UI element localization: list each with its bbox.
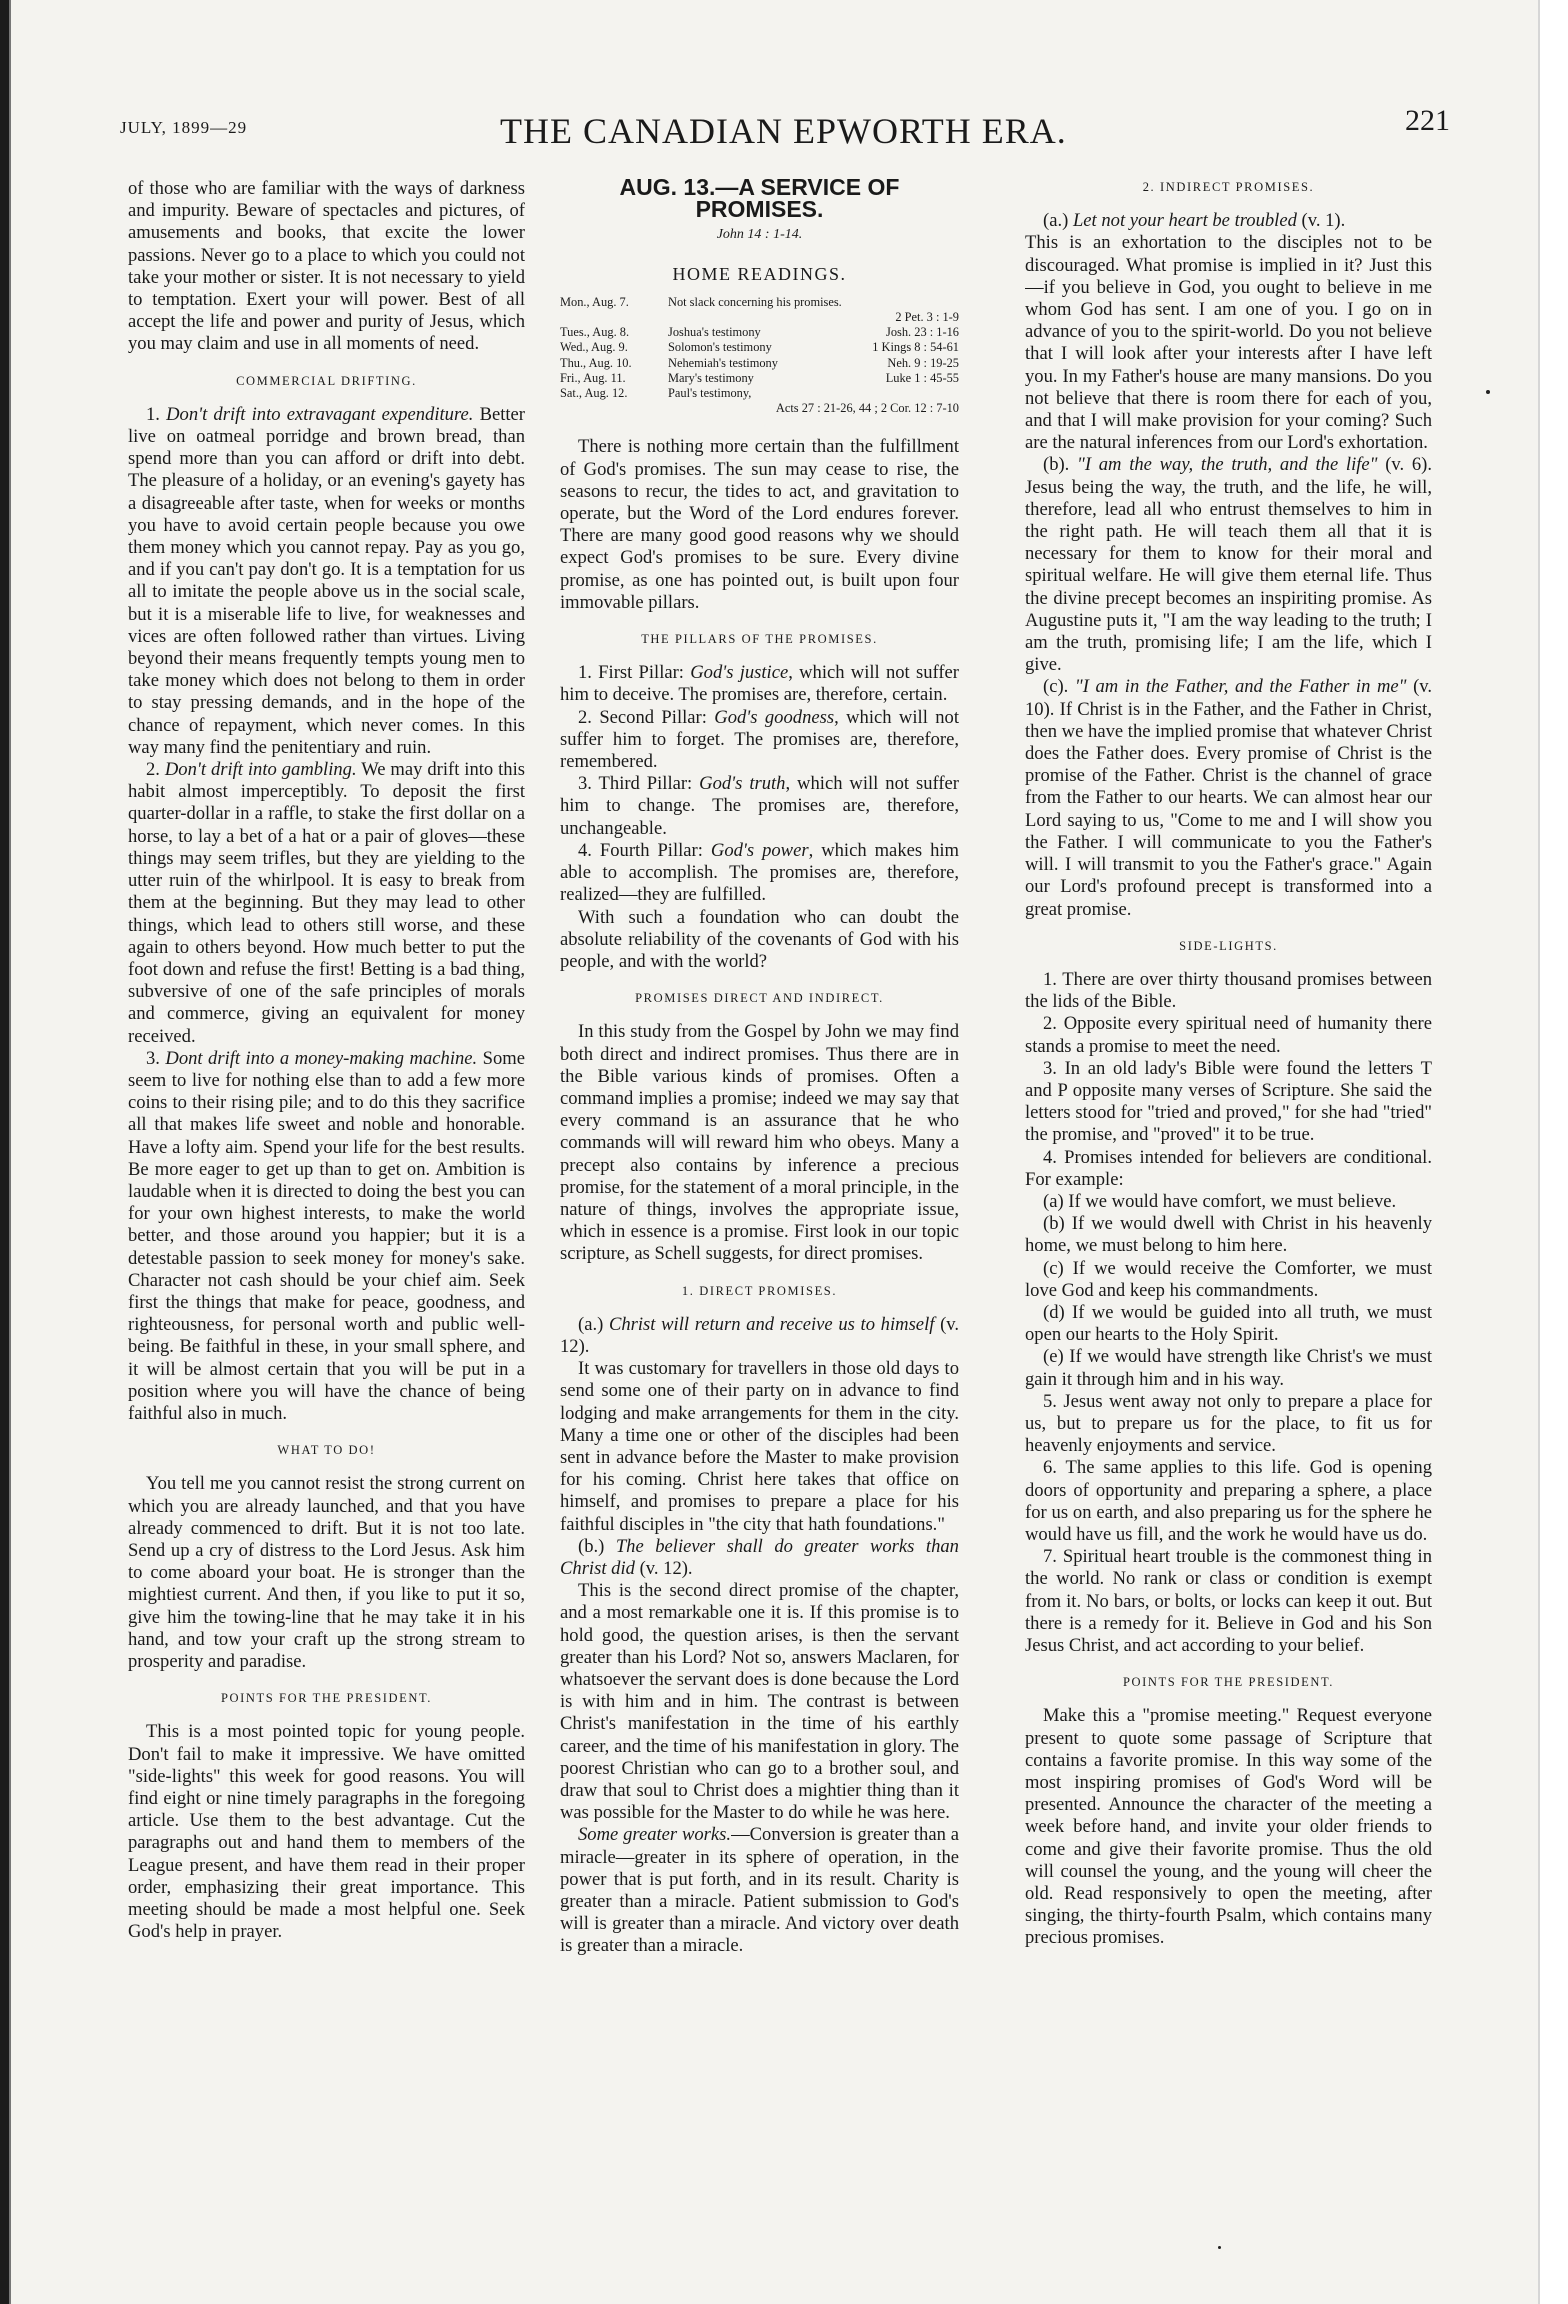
paragraph: It was customary for travellers in those old days to send some one of their party on in advance to find lodging and make arrangements for them in the city. Many a time one or other of the disciples had been sent in advance before the Master to make provision for his coming. Christ here takes that office on himself, and promises to prepare a place for his faithful disciples in "the city that hath foundations." [560, 1358, 959, 1535]
scan-speck [1218, 2246, 1221, 2249]
paragraph: There is nothing more certain than the fulfillment of God's promises. The sun may cease to rise, the seasons to recur, the tides to act, and gravitation to operate, but the Word of the Lord endures forever. There are many good good reasons why we should expect God's promises to be sure. Every divine promise, as one has pointed out, is built upon four immovable pillars. [560, 436, 959, 613]
paragraph: In this study from the Gospel by John we may find both direct and indirect promises. Thus there are in the Bible various kinds of promises. Often a command implies a promise; indeed we may say that every command is an assurance that he who commands will will reward him who obeys. Many a precept also contains by inference a precious promise, for the statement of a moral principle, in the nature of things, involves the appropriate issue, which in essence is a promise. First look in our topic scripture, as Schell suggests, for direct promises. [560, 1021, 959, 1265]
emphasis: Christ will return and receive us to himself [608, 1313, 935, 1335]
paragraph: (a.) Let not your heart be troubled (v. 1). [1043, 210, 1346, 232]
list-item: Mon., Aug. 7. Not slack concerning his promises. 2 Pet. 3 : 1-9 [560, 294, 959, 325]
section-heading: POINTS FOR THE PRESIDENT. [220, 1691, 433, 1706]
paragraph: This is a most pointed topic for young people. Don't fail to make it impressive. We have omitted "side-lights" this week for good reasons. You will find eight or nine timely paragraphs in the foregoing article. Use them to the best advantage. Cut the paragraphs out and hand them to members of the League present, and have them read in their proper order, emphasizing their great importance. This meeting should be made a most helpful one. Seek God's help in prayer. [128, 1721, 525, 1943]
paragraph: 4. Fourth Pillar: God's power, which makes him able to accomplish. The promises are, therefore, realized—they are fulfilled. [560, 839, 959, 906]
article-title: AUG. 13.—A SERVICE OF PROMISES. [619, 178, 900, 223]
binding-edge [0, 0, 14, 2304]
paragraph: 1. There are over thirty thousand promises between the lids of the Bible. [1025, 968, 1432, 1013]
paragraph: 2. Don't drift into gambling. We may drift into this habit almost imperceptibly. To deposit the first quarter-dollar in a raffle, to stake the first dollar on a horse, to lay a bet of a hat or a pair of gloves—these things may seem trifles, but they are yielding to the utter ruin of the whirlpool. It is easy to break from them at the beginning. But they may lead to other things, which lead to others still worse, and these again to others beyond. How much better to put the foot down and refuse the first! Betting is a bad thing, subversive of one of the safe principles of morals and commerce, giving an equivalent for money received. [128, 759, 525, 1047]
list-item: Fri., Aug. 11. Mary's testimony Luke 1 : 45-55 [560, 370, 959, 385]
column-left [128, 178, 525, 1943]
running-header [120, 104, 1450, 151]
paragraph: 2. Second Pillar: God's goodness, which will not suffer him to forget. The promises are, therefore, remembered. [560, 706, 959, 773]
paragraph: 2. Opposite every spiritual need of humanity there stands a promise to meet the need. [1025, 1013, 1432, 1057]
section-heading: SIDE-LIGHTS. [1179, 938, 1278, 953]
paragraph: This is an exhortation to the disciples not to be discouraged. What promise is implied in it? Just this—if you believe in God, you ought to believe in me whom God has sent. I am one of you. I go on in advance of you to the spirit-world. Do you not believe that I will look after your interests after I have left you. In my Father's house are many mansions. Do you not believe that there is room there for each of you, and that I will make provision for your coming? Such are the natural inferences from our Lord's exhortation. [1025, 232, 1432, 454]
paragraph: 1. First Pillar: God's justice, which will not suffer him to deceive. The promises are, therefore, certain. [560, 662, 959, 706]
emphasis: Let not your heart be troubled [1072, 210, 1297, 232]
readings-heading: HOME READINGS. [672, 263, 847, 284]
paragraph: (c) If we would receive the Comforter, we must love God and keep his commandments. [1025, 1257, 1432, 1301]
paragraph: (e) If we would have strength like Christ's we must gain it through him and in his way. [1025, 1346, 1432, 1390]
paragraph: Some greater works.—Conversion is greater than a miracle—greater in its sphere of operation, in the power that is put forth, and in its result. Charity is greater than a miracle. Patient submission to God's will is greater than a miracle. And victory over death is greater than a miracle. [560, 1824, 959, 1957]
emphasis: Don't drift into extravagant expenditure. [166, 403, 474, 425]
paragraph: 6. The same applies to this life. God is opening doors of opportunity and preparing a sphere, a place for us on earth, and also preparing us for the sphere he would have us fill, and the work he would have us do. [1025, 1457, 1432, 1545]
paragraph: (b). "I am the way, the truth, and the life" (v. 6). Jesus being the way, the truth, and the life, he will, therefore, lead all who entrust themselves to him in the right path. He will teach them all that it is necessary for them to know for their moral and spiritual welfare. He will give them eternal life. Thus the divine precept becomes an inspiriting promise. As Augustine puts it, "I am the way leading to the truth; I am the truth, promising life; I am the life, which I give. [1025, 454, 1432, 676]
paragraph: 3. In an old lady's Bible were found the letters T and P opposite many verses of Scripture. She said the letters stood for "tried and proved," for she had "tried" the promise, and "proved" it to be true. [1025, 1057, 1432, 1146]
emphasis: "I am the way, the truth, and the life" [1077, 454, 1378, 476]
section-heading: 2. INDIRECT PROMISES. [1142, 180, 1315, 194]
scan-margin [1538, 0, 1568, 2304]
section-heading: THE PILLARS OF THE PROMISES. [641, 632, 878, 647]
scripture-reference: John 14 : 1-14. [716, 227, 803, 243]
page-number: 221 [1405, 104, 1450, 137]
paragraph: 1. Don't drift into extravagant expenditure. Better live on oatmeal porridge and brown bread, than spend more than you can afford or drift into debt. The pleasure of a holiday, or an evening's gayety has a disagreeable after taste, when for weeks or months you have to avoid certain people because you owe them money which you cannot repay. Pay as you go, and if you can't pay don't go. It is a temptation for us all to imitate the people above us in the social scale, but it is a miserable life to live, for weaknesses and vices are often followed rather than virtues. Living beyond their means frequently tempts young men to take money which does not belong to them in order to stay pressing demands, and in the hope of the chance of repayment, which never comes. In this way many find the penitentiary and ruin. [128, 403, 525, 758]
home-readings-list [560, 295, 959, 417]
emphasis: Dont drift into a money-making machine. [165, 1047, 478, 1069]
list-item: Thu., Aug. 10. Nehemiah's testimony Neh. 9 : 19-25 [560, 355, 959, 370]
paragraph: 3. Dont drift into a money-making machine. Some seem to live for nothing else than to add a few more coins to their rising pile; and to do this they sacrifice all that makes life sweet and noble and honorable. Have a lofty aim. Spend your life for the best results. Be more eager to get up than to get on. Ambition is laudable when it is directed to doing the best you can for your own highest interests, to make the world better, and those around you happier; but it is a detestable passion to seek money for money's sake. Character not cash should be your chief aim. Seek first the things that make for peace, goodness, and righteousness, for personal worth and public well-being. Be faithful in these, in your small sphere, and it will be almost certain that you will be put in a position where you will have the chance of being faithful also in much. [128, 1047, 525, 1424]
section-heading: 1. DIRECT PROMISES. [681, 1283, 838, 1298]
emphasis: God's goodness [714, 706, 835, 728]
paragraph: 3. Third Pillar: God's truth, which will not suffer him to change. The promises are, therefore, unchangeable. [560, 773, 959, 839]
column-middle [560, 178, 959, 1958]
emphasis: Some greater works. [578, 1824, 732, 1846]
section-heading: WHAT TO DO! [277, 1443, 376, 1458]
emphasis: God's truth [699, 773, 786, 795]
paragraph: (b.) The believer shall do greater works than Christ did (v. 12). [560, 1535, 959, 1579]
column-right [1025, 178, 1432, 1950]
section-heading: POINTS FOR THE PRESIDENT. [1122, 1675, 1335, 1690]
paragraph: 5. Jesus went away not only to prepare a place for us, but to prepare us for the place, to fit us for heavenly enjoyments and service. [1025, 1390, 1432, 1457]
emphasis: "I am in the Father, and the Father in me" [1074, 676, 1407, 698]
paragraph: (b) If we would dwell with Christ in his heavenly home, we must belong to him here. [1025, 1213, 1432, 1257]
publication-title: THE CANADIAN EPWORTH ERA. [500, 111, 1067, 151]
paragraph: With such a foundation who can doubt the absolute reliability of the covenants of God with his people, and with the world? [560, 906, 959, 972]
list-item: Sat., Aug. 12. Paul's testimony, Acts 27 : 21-26, 44 ; 2 Cor. 12 : 7-10 [560, 386, 959, 416]
list-item: Tues., Aug. 8. Joshua's testimony Josh. 23 : 1-16 [560, 325, 959, 340]
paragraph: 4. Promises intended for believers are conditional. For example: [1025, 1146, 1432, 1190]
section-heading: COMMERCIAL DRIFTING. [236, 373, 417, 388]
paragraph: 7. Spiritual heart trouble is the commonest thing in the world. No rank or class or condition is exempt from it. No bars, or bolts, or locks can keep it out. But there is a remedy for it. Believe in God and his Son Jesus Christ, and act according to your belief. [1025, 1546, 1432, 1656]
issue-date: JULY, 1899—29 [120, 118, 248, 137]
paragraph: of those who are familiar with the ways of darkness and impurity. Beware of spectacles and pictures, of amusements and books, that excite the lower passions. Never go to a place to which you could not take your mother or sister. It is not necessary to yield to temptation. Exert your will power. Best of all accept the life and power and purity of Jesus, which you may claim and use in all moments of need. [128, 178, 525, 355]
section-heading: PROMISES DIRECT AND INDIRECT. [635, 991, 884, 1006]
paragraph: (a.) Christ will return and receive us to himself (v. 12). [560, 1313, 959, 1357]
list-item: Wed., Aug. 9. Solomon's testimony 1 Kings 8 : 54-61 [560, 340, 959, 355]
paragraph: This is the second direct promise of the chapter, and a most remarkable one it is. If this promise is to hold good, the question arises, is then the servant greater than his Lord? Not so, answers Maclaren, for whatsoever the servant does is done because the Lord is with him and in him. The contrast is between Christ's manifestation in the time of his earthly career, and the time of his manifestation in glory. The poorest Christian who can go to a brother soul, and draw that soul to Christ does a mightier thing than it was possible for the Master to do while he was here. [560, 1580, 959, 1824]
paragraph: Make this a "promise meeting." Request everyone present to quote some passage of Scripture that contains a favorite promise. In this way some of the most inspiring promises of God's Word will be presented. Announce the character of the meeting a week before hand, and invite your older friends to come and give their favorite promise. Thus the old will counsel the young, and the young will cheer the old. Read responsively to open the meeting, after singing, the thirty-fourth Psalm, which contains many precious promises. [1025, 1705, 1432, 1949]
paragraph: (d) If we would be guided into all truth, we must open our hearts to the Holy Spirit. [1025, 1301, 1432, 1346]
paragraph: (c). "I am in the Father, and the Father in me" (v. 10). If Christ is in the Father, and the Father in Christ, then we have the implied promise that whatever Christ does the Father does. Every promise of Christ is the promise of the Father. Christ is the channel of grace from the Father to our hearts. We can almost hear our Lord saying to us, "Come to me and I will show you the Father. I will communicate to you the Father's will. I will transmit to you the Father's grace." Again our Lord's profound precept is transformed into a great promise. [1025, 676, 1432, 920]
scan-speck [1486, 390, 1490, 394]
paragraph: (a) If we would have comfort, we must believe. [1043, 1190, 1397, 1212]
emphasis: God's power [710, 839, 809, 861]
emphasis: The believer shall do greater works than Christ did [560, 1535, 959, 1579]
paragraph: You tell me you cannot resist the strong current on which you are already launched, and that you have already commenced to drift. But it is not too late. Send up a cry of distress to the Lord Jesus. Ask him to come aboard your boat. He is stronger than the mightiest current. And then, if you like to put it so, give him the towing-line that he may take it in his hand, and tow your craft up the strong stream to prosperity and paradise. [128, 1473, 525, 1672]
emphasis: Don't drift into gambling. [164, 759, 357, 781]
emphasis: God's justice [690, 662, 789, 684]
